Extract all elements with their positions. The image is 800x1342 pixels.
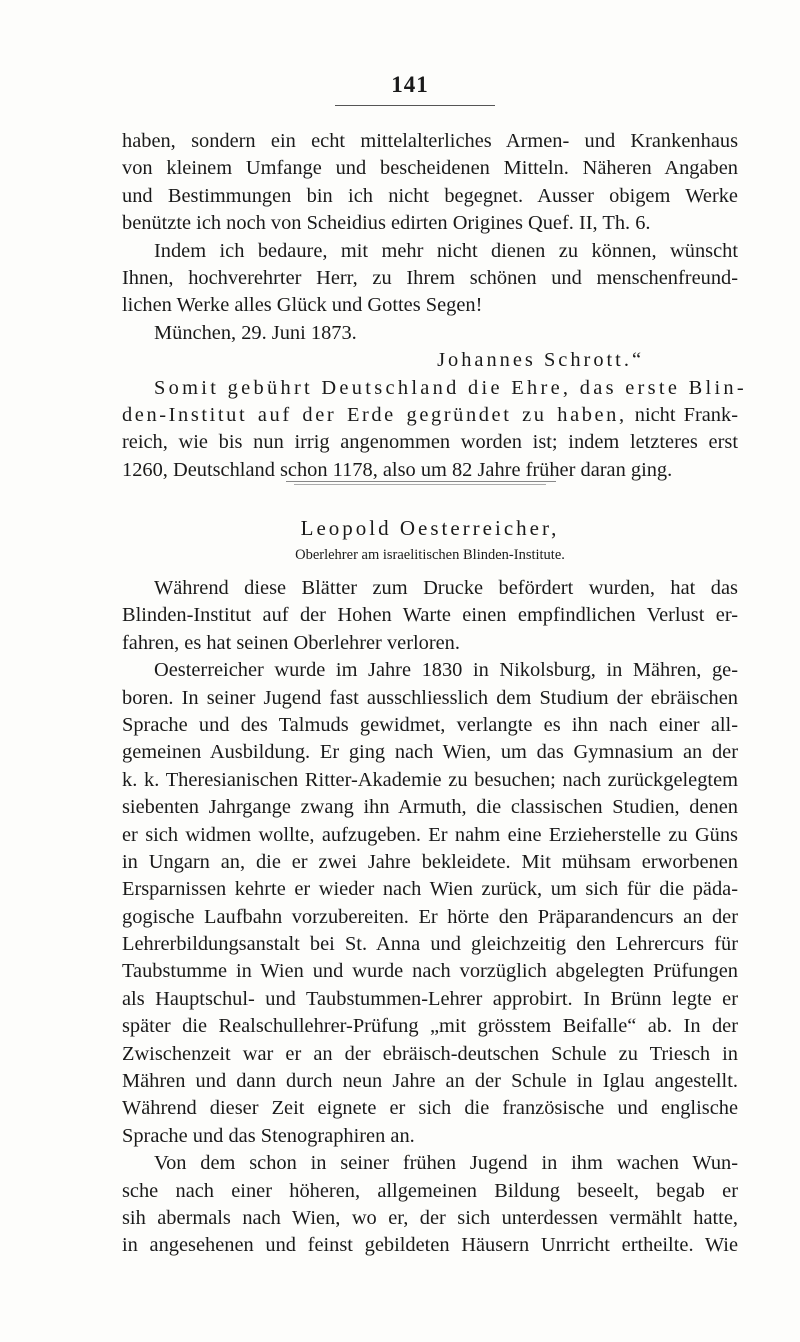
text-line: Sprache und des Talmuds gewidmet, verlangte es ihn nach einer all- (122, 713, 738, 736)
text-line: Taubstumme in Wien und wurde nach vorzüglich abgelegten Prüfungen (122, 960, 738, 983)
place-date: München, 29. Juni 1873. (154, 321, 357, 344)
text-line: fahren, es hat seinen Oberlehrer verloren. (122, 631, 460, 654)
conclusion-spaced-text: den-Institut auf der Erde gegründet zu haben, (122, 403, 627, 426)
biography-name: Leopold Oesterreicher, (300, 516, 560, 540)
conclusion-spaced-line: Somit gebührt Deutschland die Ehre, das erste Blin- (154, 376, 748, 399)
text-line: er sich widmen wollte, aufzugeben. Er nahm eine Erzieherstelle zu Güns (122, 823, 738, 846)
text-line: Indem ich bedaure, mit mehr nicht dienen zu können, wünscht (154, 239, 738, 262)
text-line: in Ungarn an, die er zwei Jahre bekleidete. Mit mühsam erworbenen (122, 850, 738, 873)
letter-signature: Johannes Schrott.“ (437, 349, 644, 372)
text-line: später die Realschullehrer-Prüfung „mit grösstem Beifalle“ ab. In der (122, 1015, 738, 1038)
text-line: Oesterreicher wurde im Jahre 1830 in Nikolsburg, in Mähren, ge- (154, 659, 738, 682)
text-line: Mähren und dann durch neun Jahre an der Schule in Iglau angestellt. (122, 1070, 738, 1093)
text-line: Lehrerbildungsanstalt bei St. Anna und gleichzeitig den Lehrercurs für (122, 933, 738, 956)
text-line: als Hauptschul- und Taubstummen-Lehrer approbirt. In Brünn legte er (122, 987, 738, 1010)
text-line: Während diese Blätter zum Drucke befördert wurden, hat das (154, 577, 738, 599)
text-line: sih abermals nach Wien, wo er, der sich unterdessen vermählt hatte, (122, 1206, 738, 1229)
text-line: benützte ich noch von Scheidius edirten Origines Quef. II, Th. 6. (122, 212, 651, 235)
text-line: lichen Werke alles Glück und Gottes Segen! (122, 294, 483, 317)
conclusion-paragraph (122, 375, 748, 485)
text-line: von kleinem Umfange und bescheidenen Mitteln. Näheren Angaben (122, 157, 738, 180)
text-line: gemeinen Ausbildung. Er ging nach Wien, um das Gymnasium an der (122, 741, 738, 764)
text-line: Von dem schon in seiner frühen Jugend in ihm wachen Wun- (154, 1152, 738, 1175)
letter-body (122, 128, 738, 375)
conclusion-rest-text: nicht Frank- (634, 403, 738, 426)
text-line: sche nach einer höheren, allgemeinen Bildung beseelt, begab er (122, 1179, 738, 1202)
page-number: 141 (391, 72, 429, 97)
text-line: und Bestimmungen bin ich nicht begegnet. Ausser obigem Werke (122, 184, 738, 207)
text-line: Zwischenzeit war er an der ebräisch-deutschen Schule zu Triesch in (122, 1042, 738, 1065)
text-line: Ihnen, hochverehrter Herr, zu Ihrem schönen und menschenfreund- (122, 266, 738, 289)
text-line: haben, sondern ein echt mittelalterliches Armen- und Krankenhaus (122, 130, 738, 152)
conclusion-line (122, 402, 738, 429)
text-line: gogische Laufbahn vorzubereiten. Er hörte den Präparandencurs an der (122, 905, 738, 928)
biography-role: Oberlehrer am israelitischen Blinden-Institute. (295, 547, 565, 563)
page-number-rule (335, 105, 495, 106)
text-line: Blinden-Institut auf der Hohen Warte einen empfindlichen Verlust er- (122, 604, 738, 627)
section-divider (286, 481, 556, 482)
text-line: in angesehenen und feinst gebildeten Häusern Unrricht ertheilte. Wie (122, 1234, 738, 1257)
text-line: Sprache und das Stenographiren an. (122, 1124, 415, 1147)
text-line: siebenten Jahrgange zwang ihn Armuth, die classischen Studien, denen (122, 796, 738, 819)
text-line: Ersparnissen kehrte er wieder nach Wien zurück, um sich für die päda- (122, 878, 738, 901)
text-line: reich, wie bis nun irrig angenommen worden ist; indem letzteres erst (122, 431, 738, 454)
text-line: boren. In seiner Jugend fast ausschliesslich dem Studium der ebräischen (122, 686, 738, 709)
biography-body (122, 575, 738, 1260)
text-line: k. k. Theresianischen Ritter-Akademie zu besuchen; nach zurückgelegtem (122, 768, 738, 791)
text-line: 1260, Deutschland schon 1178, also um 82 Jahre früher daran ging. (122, 458, 673, 481)
text-line: Während dieser Zeit eignete er sich die französische und englische (122, 1097, 738, 1120)
